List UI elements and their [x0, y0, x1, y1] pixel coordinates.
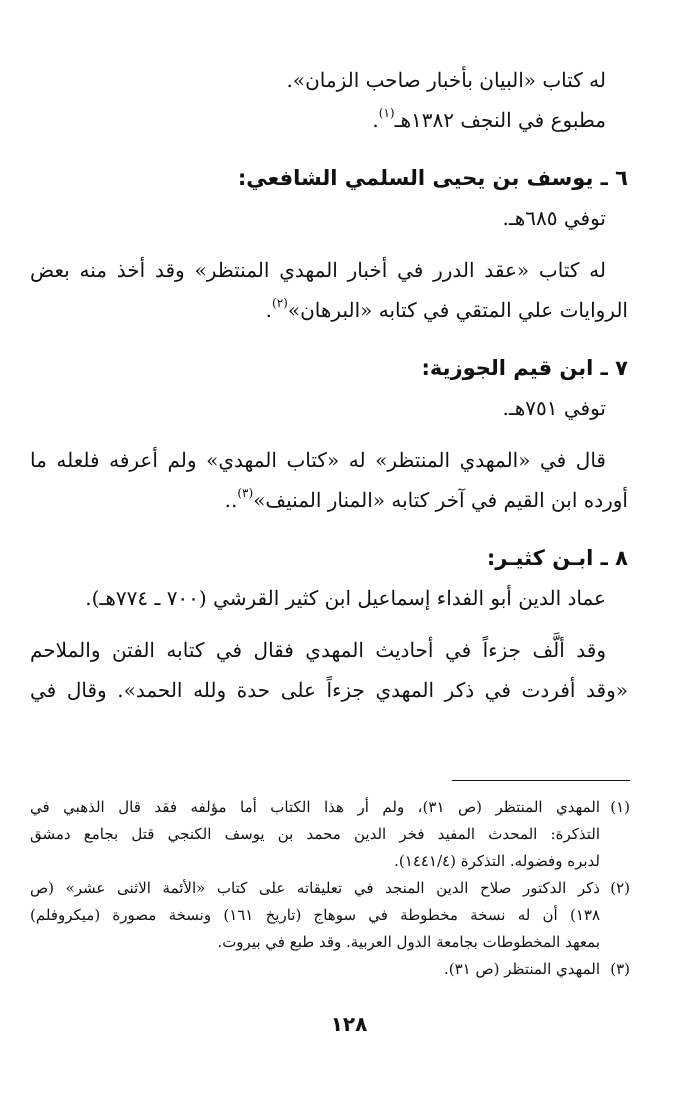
- entry5-line2: [30, 100, 628, 140]
- footnote-line: المهدي المنتظر (ص ٣١)، ولم أر هذا الكتاب أما مؤلفه فقد قال الذهبي في: [30, 798, 600, 816]
- entry6-paragraph-line1: له كتاب «عقد الدرر في أخبار المهدي المنتظر» وقد أخذ منه بعض: [30, 258, 606, 282]
- entry7-line2-end: ..: [224, 488, 238, 512]
- footnote-3: [30, 956, 630, 983]
- footnote-ref-2: (٢): [272, 296, 288, 310]
- entry7-paragraph-line1: قال في «المهدي المنتظر» له «كتاب المهدي» ولم أعرفه فلعله ما: [30, 448, 606, 472]
- entry7-paragraph-line2: [30, 480, 628, 520]
- entry6-death: توفي ٦٨٥هـ.: [502, 206, 606, 230]
- page-number: ١٢٨: [330, 1012, 368, 1036]
- entry6-line2-text: الروايات علي المتقي في كتابه «البرهان»: [287, 298, 628, 322]
- main-text: [30, 60, 628, 710]
- entry8-paragraph-line1: وقد ألَّف جزءاً في أحاديث المهدي فقال في كتابه الفتن والملاحم: [30, 638, 606, 662]
- footnote-text: [30, 956, 600, 983]
- footnote-number: (١): [610, 798, 630, 816]
- entry8-name-line: عماد الدين أبو الفداء إسماعيل ابن كثير القرشي (٧٠٠ ـ ٧٧٤هـ).: [85, 586, 606, 610]
- entry7-line2-text: أورده ابن القيم في آخر كتابه «المنار المنيف»: [253, 488, 628, 512]
- footnote-line: التذكرة: المحدث المفيد فخر الدين محمد بن يوسف الكنجي قتل بجامع دمشق: [30, 825, 600, 843]
- entry6-paragraph-line2: [30, 290, 628, 330]
- entry6-heading: ٦ ـ يوسف بن يحيى السلمي الشافعي:: [237, 166, 628, 190]
- entry6-line2-end: .: [265, 298, 273, 322]
- entry5-line1: له كتاب «البيان بأخبار صاحب الزمان».: [286, 68, 606, 92]
- entry8-heading: ٨ ـ ابـن كثيـر:: [486, 546, 628, 570]
- entry8-paragraph-line2: «وقد أفردت في ذكر المهدي جزءاً على حدة ولله الحمد». وقال في: [30, 678, 628, 702]
- entry7-heading: ٧ ـ ابن قيم الجوزية:: [421, 356, 628, 380]
- footnote-ref-3: (٣): [237, 486, 254, 500]
- footnote-2: [30, 875, 630, 956]
- footnote-ref-1: (١): [378, 106, 395, 120]
- footnote-number: (٣): [610, 960, 630, 978]
- footnote-text: [30, 794, 600, 875]
- footnote-text: [30, 875, 600, 956]
- footnote-1: [30, 794, 630, 875]
- footnote-line: ١٣٨) أن له نسخة مخطوطة في سوهاج (تاريخ ١٦١) ونسخة مصورة (ميكروفلم): [30, 906, 600, 924]
- footnote-line: لدبره وفضوله. التذكرة (١٤٤١/٤).: [394, 852, 600, 870]
- footnote-number: (٢): [610, 879, 630, 897]
- footnote-separator: [452, 780, 630, 781]
- entry7-death: توفي ٧٥١هـ.: [502, 396, 606, 420]
- entry5-line2-end: .: [372, 108, 379, 132]
- footnote-line: بمعهد المخطوطات بجامعة الدول العربية. وقد طبع في بيروت.: [217, 933, 600, 951]
- entry5-line2-text: مطبوع في النجف ١٣٨٢هـ: [394, 108, 606, 132]
- footnotes: [30, 794, 630, 983]
- footnote-line: ذكر الدكتور صلاح الدين المنجد في تعليقاته على كتاب «الأئمة الاثنى عشر» (ص: [30, 879, 600, 897]
- footnote-line: المهدي المنتظر (ص ٣١).: [443, 960, 600, 978]
